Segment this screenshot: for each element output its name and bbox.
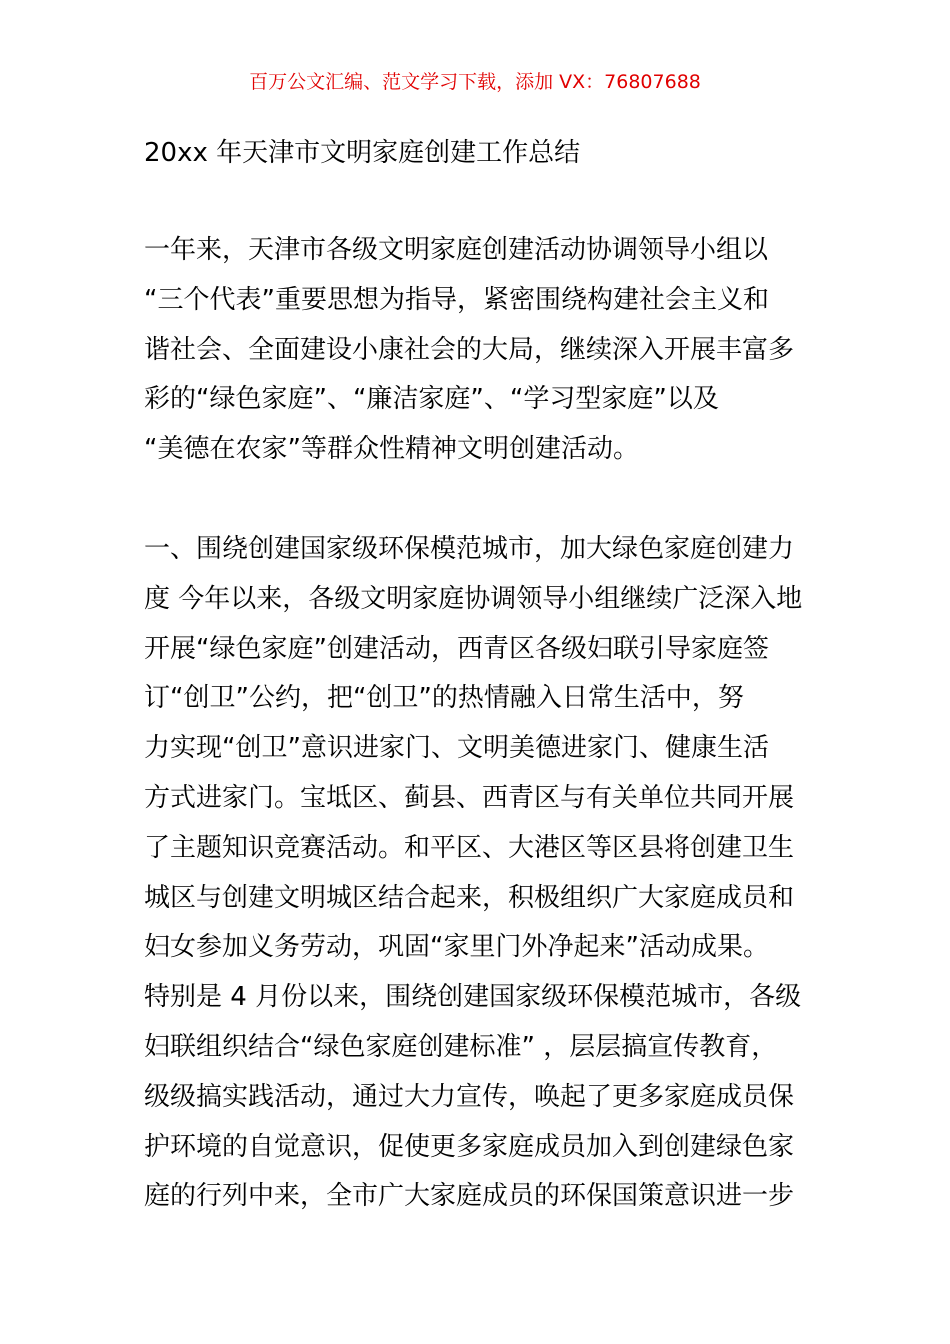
paragraph-line: “美德在农家”等群众性精神文明创建活动。: [144, 434, 639, 465]
paragraph-line: “三个代表”重要思想为指导，紧密围绕构建社会主义和: [144, 284, 769, 315]
paragraph-line: 开展“绿色家庭”创建活动，西青区各级妇联引导家庭签: [144, 633, 769, 664]
paragraph-line: 妇女参加义务劳动，巩固“家里门外净起来”活动成果。: [144, 932, 769, 963]
paragraph-line: 彩的“绿色家庭”、“廉洁家庭”、“学习型家庭”以及: [144, 384, 719, 415]
paragraph-intro: [144, 226, 809, 475]
paragraph-line: 级级搞实践活动，通过大力宣传，唤起了更多家庭成员保: [144, 1081, 795, 1112]
paragraph-section-1: [144, 525, 809, 1222]
document-title: 20xx 年天津市文明家庭创建工作总结: [144, 138, 581, 168]
paragraph-line: 谐社会、全面建设小康社会的大局，继续深入开展丰富多: [144, 334, 795, 365]
paragraph-line: 力实现“创卫”意识进家门、文明美德进家门、健康生活: [144, 733, 769, 764]
paragraph-line: 订“创卫”公约，把“创卫”的热情融入日常生活中，努: [144, 683, 744, 714]
paragraph-line: 城区与创建文明城区结合起来，积极组织广大家庭成员和: [144, 882, 795, 913]
paragraph-line: 护环境的自觉意识，促使更多家庭成员加入到创建绿色家: [144, 1131, 795, 1162]
paragraph-line: 特别是 4 月份以来，围绕创建国家级环保模范城市，各级: [144, 982, 802, 1013]
paragraph-line: 一年来，天津市各级文明家庭创建活动协调领导小组以: [144, 235, 769, 265]
paragraph-line: 庭的行列中来，全市广大家庭成员的环保国策意识进一步: [144, 1181, 795, 1212]
header-note: 百万公文汇编、范文学习下载，添加 VX：76807688: [249, 71, 701, 93]
paragraph-line: 一、围绕创建国家级环保模范城市，加大绿色家庭创建力: [144, 534, 795, 564]
paragraph-line: 了主题知识竞赛活动。和平区、大港区等区县将创建卫生: [144, 832, 795, 863]
paragraph-line: 妇联组织结合“绿色家庭创建标准” ，层层搞宣传教育，: [144, 1031, 778, 1062]
paragraph-line: 度 今年以来，各级文明家庭协调领导小组继续广泛深入地: [144, 583, 803, 614]
paragraph-line: 方式进家门。宝坻区、蓟县、西青区与有关单位共同开展: [144, 782, 795, 813]
